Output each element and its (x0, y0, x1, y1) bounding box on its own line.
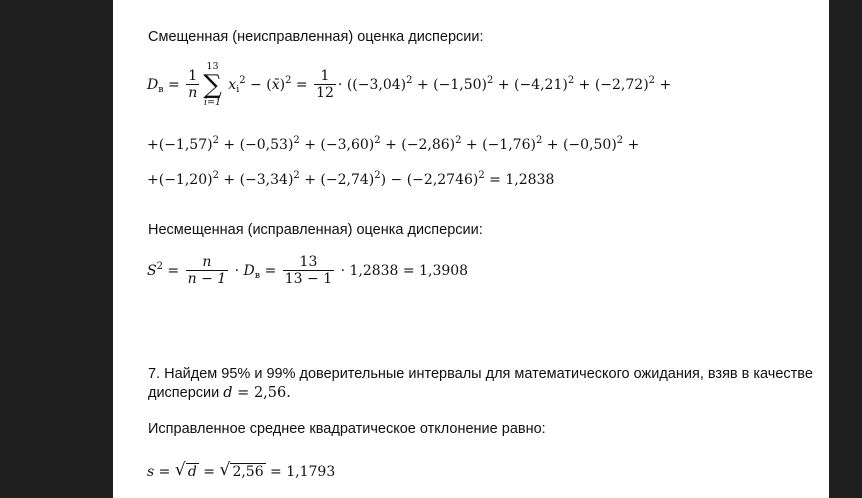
squared-term: (−0,50) (562, 137, 617, 153)
sup-2: 2 (293, 170, 300, 181)
var-S: S (147, 263, 157, 279)
radicand: 2,56 (232, 464, 264, 480)
equals: = (198, 464, 220, 480)
terms-line-1: + $(-1,50)^2 + (-4,21)^2 + (-2,72)^2$ (416, 75, 656, 93)
sum-upper: 13 (206, 61, 219, 72)
var-D: D (243, 263, 255, 279)
sub-v: в (158, 84, 164, 95)
squared-term: (−1,76) (482, 137, 536, 153)
frac-num: n (202, 254, 212, 270)
result-biased: = 1,2838 (484, 172, 555, 188)
terms-line-3: $(-1,20)^2 + (-3,34)^2 + (-2,74)^2$ (158, 170, 381, 188)
frac-den: 12 (316, 85, 334, 101)
task-7-text: дисперсии (148, 385, 224, 401)
sup-2: 2 (156, 261, 163, 272)
sup-2: 2 (478, 170, 485, 181)
dot: · (230, 263, 244, 279)
equals: = (163, 77, 185, 93)
equation-std-deviation (147, 460, 336, 480)
var-x: x (228, 77, 237, 93)
sum-lower: i=1 (204, 97, 222, 108)
var-d: d (223, 385, 233, 401)
sup-2: 2 (212, 170, 219, 181)
sup-2: 2 (486, 75, 494, 86)
minus-open: − ( (245, 77, 272, 93)
sqrt-value (219, 460, 265, 480)
sup-2: 2 (455, 135, 462, 146)
frac-den: 13 − 1 (284, 271, 333, 287)
sup-2: 2 (285, 75, 292, 86)
equation-biased-line-3: $+(-1,20)^2 + (-3,34)^2 + (-2,74)^2) - (-2,2746)^2 = 1,2838$ (147, 170, 555, 188)
sum-symbol (203, 62, 222, 108)
equals: = (162, 263, 184, 279)
sqrt-d (174, 460, 199, 480)
frac-den: n (188, 85, 198, 101)
sigma: ∑ (203, 70, 222, 100)
var-D: D (147, 77, 159, 93)
var-s: s (147, 464, 155, 480)
radical-icon: √ (219, 460, 231, 480)
squared-term: (−0,53) (239, 137, 294, 153)
equals: = (154, 464, 175, 480)
terms-line-2: $(-1,57)^2 + (-0,53)^2 + (-3,60)^2 + (-2,86)^2 + (-1,76)^2 + (-0,50)^2$ (158, 135, 624, 153)
heading-unbiased-variance: Несмещенная (исправленная) оценка дисперсии: (148, 222, 483, 238)
task-7-line-2 (148, 385, 291, 401)
squared-term: (−1,20) (158, 172, 213, 188)
squared-term: (−3,60) (320, 137, 375, 153)
sub-i: i (236, 84, 240, 95)
document-page (113, 0, 829, 498)
fraction-1-over-n (186, 69, 199, 101)
frac-den: n − 1 (187, 271, 227, 287)
squared-term: (−2,86) (401, 137, 456, 153)
sup-2: 2 (293, 135, 300, 146)
heading-std-deviation: Исправленное среднее квадратическое отклонение равно: (148, 421, 546, 437)
term-first: · ((−3,04) (337, 77, 407, 93)
equation-unbiased (147, 255, 468, 287)
squared-term: (−2,72) (594, 77, 649, 93)
equation-biased-line-2: $+(-1,57)^2 + (-0,53)^2 + (-3,60)^2 + (-2,86)^2 + (-1,76)^2 + (-0,50)^2$ + (147, 135, 640, 153)
result-unbiased: · 1,2838 = 1,3908 (336, 263, 469, 279)
equals: = (291, 77, 313, 93)
sub-v: в (254, 270, 261, 281)
fraction-n-over-n-1 (186, 255, 229, 287)
frac-num: 1 (320, 68, 330, 84)
equation-biased-line-1: $D_в$ = $\frac{1}{n}$ 13 ∑ i=1 $x_i^2$ − (x̄)$^2$ = $\frac{1}{12}$ · ($(-3,04)^2 + (-1,50)^2 + (-4,21)^2 + (-2,72)^2$ + (147, 61, 672, 108)
mean-squared-term: ) − (−2,2746) (380, 172, 479, 188)
fraction-13-over-12 (283, 255, 334, 287)
squared-term: (−4,21) (513, 77, 568, 93)
frac-num: 13 (299, 254, 318, 270)
fraction-1-over-12 (314, 69, 336, 101)
close-paren: ) (279, 77, 286, 93)
sup-2: 2 (648, 75, 656, 86)
squared-term: (−1,50) (433, 77, 487, 93)
radicand: d (187, 464, 197, 480)
squared-term: (−2,74) (320, 172, 375, 188)
heading-biased-variance: Смещенная (неисправленная) оценка дисперсии: (148, 29, 484, 45)
sup-2: 2 (212, 135, 219, 146)
sup-2: 2 (616, 135, 624, 146)
squared-term: (−1,57) (158, 137, 213, 153)
sup-2: 2 (374, 135, 381, 146)
result-std: = 1,1793 (265, 464, 336, 480)
value-d: = 2,56. (232, 385, 291, 401)
equals: = (260, 263, 281, 279)
squared-term: (−3,34) (239, 172, 294, 188)
mean-x: x̄ (271, 77, 280, 93)
radical-icon: √ (174, 460, 186, 480)
sup-2: 2 (406, 75, 413, 86)
sup-2: 2 (535, 135, 543, 146)
frac-num: 1 (188, 68, 198, 84)
sup-2: 2 (374, 170, 381, 181)
task-7-line-1: 7. Найдем 95% и 99% доверительные интервалы для математического ожидания, взяв в качестве (148, 366, 813, 382)
sup-2: 2 (567, 75, 575, 86)
sup-2: 2 (239, 75, 246, 86)
